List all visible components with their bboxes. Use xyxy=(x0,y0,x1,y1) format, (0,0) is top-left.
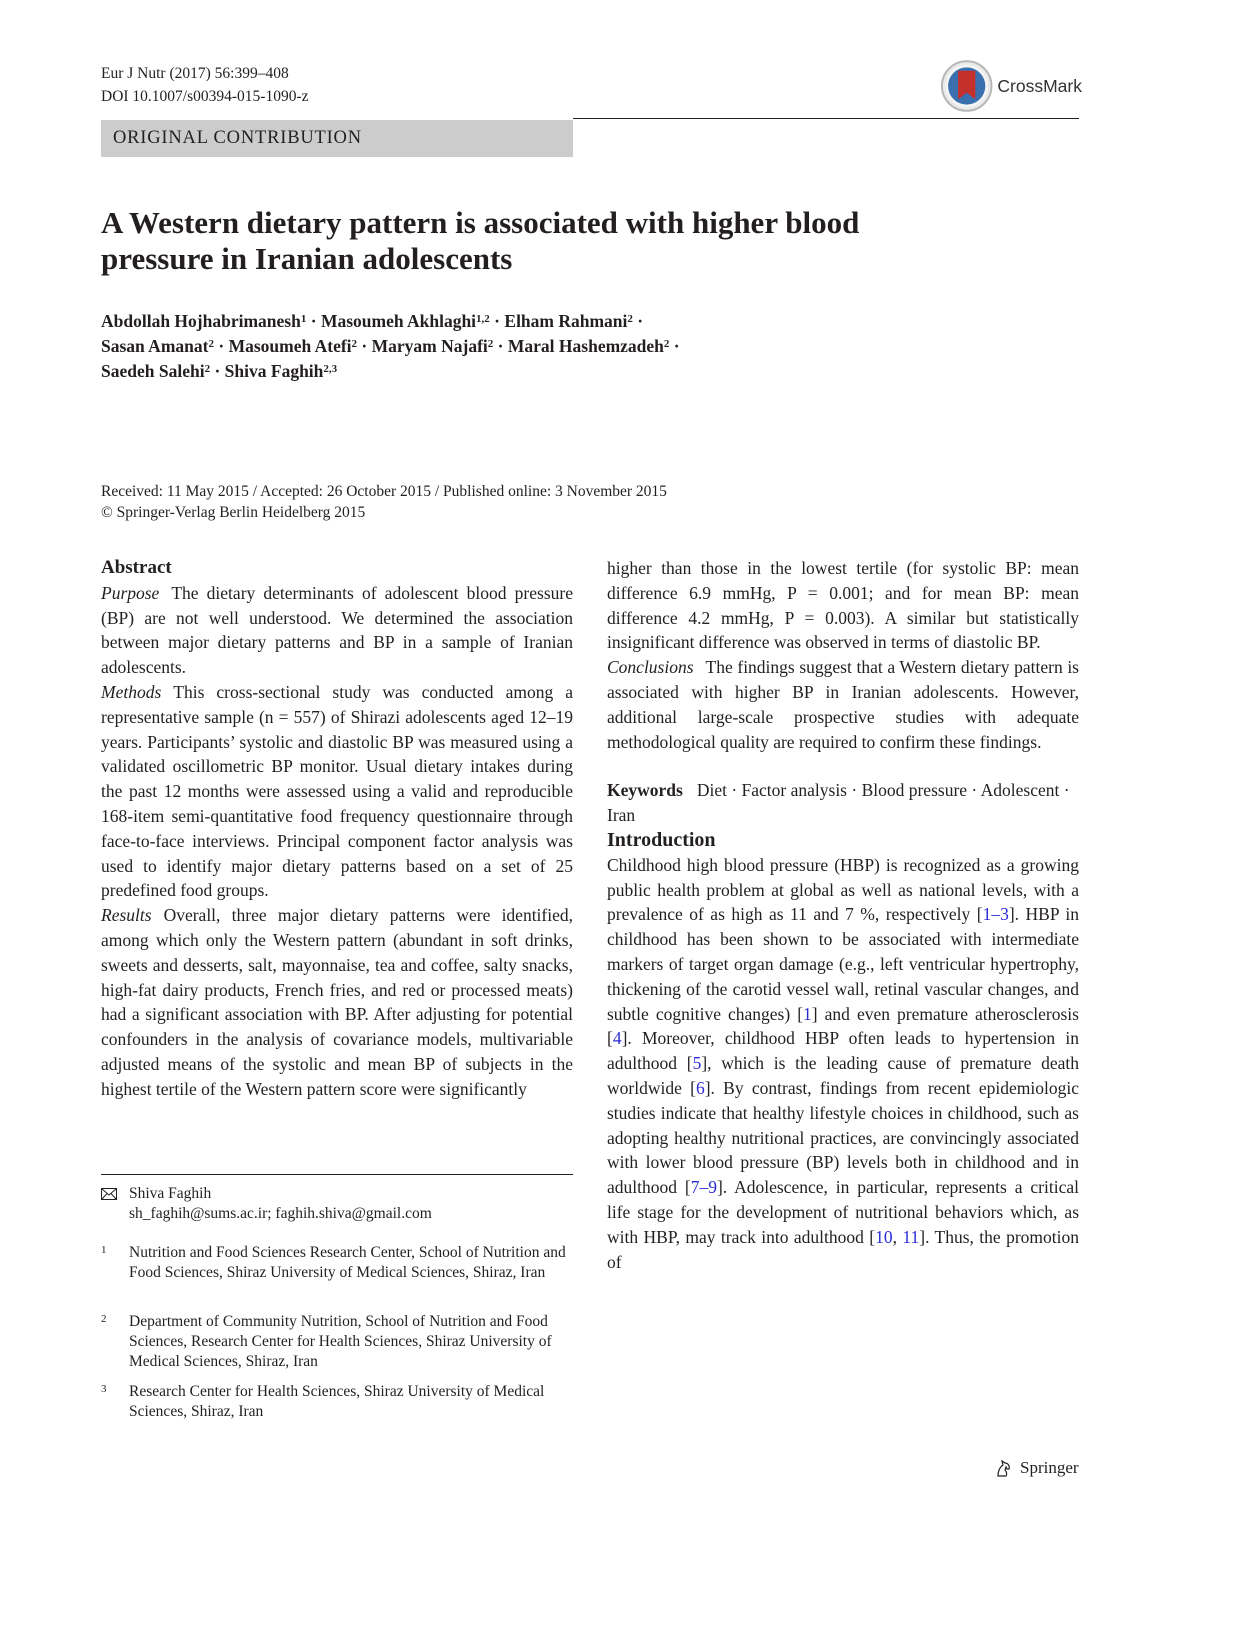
journal-citation: Eur J Nutr (2017) 56:399–408 xyxy=(101,65,289,82)
publisher-logo xyxy=(994,1458,1079,1478)
introduction-heading: Introduction xyxy=(607,828,716,851)
results-continued: higher than those in the lowest tertile (for systolic BP: mean difference 6.9 mmHg, P = 0.001; and for mean BP: mean difference 4.2 mmHg, P = 0.003). A similar but statistically insignificant difference was observed in terms of diastolic BP. xyxy=(607,558,1079,653)
reference-link[interactable]: 1–3 xyxy=(982,904,1009,925)
affiliation-number: 1 xyxy=(101,1244,107,1256)
abstract-conclusions xyxy=(607,655,1079,754)
affiliation-text: Nutrition and Food Sciences Research Center, School of Nutrition and Food Sciences, Shiraz University of Medical Sciences, Shiraz, Iran xyxy=(129,1244,566,1281)
intro-text: ]. By contrast, findings from recent epidemiologic studies indicate that healthy lifestyle choices in childhood, such as adopting healthy nutritional practices, are convincingly associated with lower blood pressure (BP) levels both in childhood and in adulthood [ xyxy=(607,1077,1079,1198)
purpose-text: The dietary determinants of adolescent blood pressure (BP) are not well understood. We determined the association between major dietary patterns and BP in a sample of Iranian adolescents. xyxy=(101,582,573,678)
methods-text: This cross-sectional study was conducted among a representative sample (n = 557) of Shirazi adolescents aged 12–19 years. Participants’ systolic and diastolic BP was measured using a validated oscillometric BP monitor. Usual dietary intakes during the past 12 months were assessed using a valid and reproducible 168-item semi-quantitative food frequency questionnaire through face-to-face interviews. Principal component factor analysis was used to identify major dietary patterns based on a set of 25 predefined food groups. xyxy=(101,681,573,901)
keywords-text: Diet · Factor analysis · Blood pressure · Adolescent · Iran xyxy=(607,780,1070,826)
introduction-body xyxy=(607,853,1079,1275)
publication-dates xyxy=(101,481,667,523)
crossmark-icon xyxy=(940,58,993,114)
affiliation-text: Department of Community Nutrition, School of Nutrition and Food Sciences, Research Center for Health Sciences, Shiraz University of Medical Sciences, Shiraz, Iran xyxy=(129,1313,552,1370)
envelope-icon xyxy=(101,1188,117,1200)
intro-text: ] and even premature atherosclerosis [ xyxy=(607,1003,1079,1049)
footnote-rule xyxy=(101,1174,573,1175)
author-name[interactable]: Saedeh Salehi xyxy=(101,361,205,381)
correspondence-name: Shiva Faghih xyxy=(129,1185,212,1202)
results-text: Overall, three major dietary patterns were identified, among which only the Western pattern (abundant in soft drinks, sweets and desserts, salt, mayonnaise, tea and coffee, salty snacks, high-fat dairy products, French fries, and red or processed meats) had a significant association with BP. After adjusting for potential confounders in the analysis of covariance models, multivariable adjusted means of the systolic and mean BP of subjects in the highest tertile of the Western pattern score were significantly xyxy=(101,905,573,1099)
author-name[interactable]: Elham Rahmani xyxy=(504,311,628,331)
reference-link[interactable]: 7–9 xyxy=(690,1177,717,1198)
reference-link[interactable]: 10 xyxy=(875,1226,893,1247)
keywords-label: Keywords xyxy=(607,780,683,801)
author-name[interactable]: Sasan Amanat xyxy=(101,336,209,356)
author-name[interactable]: Masoumeh Atefi xyxy=(228,336,352,356)
abstract-left-column xyxy=(101,556,573,1102)
intro-text: ], which is the leading cause of premature death worldwide [ xyxy=(607,1053,1079,1098)
abstract-methods xyxy=(101,680,573,903)
doi[interactable]: DOI 10.1007/s00394-015-1090-z xyxy=(101,88,309,105)
header-rule xyxy=(573,118,1079,119)
affiliation-text: Research Center for Health Sciences, Shiraz University of Medical Sciences, Shiraz, Iran xyxy=(129,1383,545,1420)
section-label: ORIGINAL CONTRIBUTION xyxy=(101,120,573,157)
intro-text: Childhood high blood pressure (HBP) is recognized as a growing public health problem at global as well as national levels, with a prevalence of as high as 11 and 7 %, respectively [ xyxy=(607,854,1079,925)
author-name[interactable]: Abdollah Hojhabrimanesh xyxy=(101,311,301,331)
author-affiliation: 2 xyxy=(351,338,358,350)
results-label: Results xyxy=(101,905,152,926)
reference-link[interactable]: 4 xyxy=(612,1028,622,1049)
article-title xyxy=(101,205,921,277)
keywords xyxy=(607,778,1079,828)
title-line-1: A Western dietary pattern is associated with higher blood xyxy=(101,205,860,240)
affiliation-number: 3 xyxy=(101,1383,107,1395)
conclusions-text: The findings suggest that a Western dietary pattern is associated with higher BP in Iranian adolescents. However, additional large-scale prospective studies with adequate methodological quality are required to confirm these findings. xyxy=(607,657,1079,752)
author-affiliation: 2 xyxy=(627,313,633,325)
affiliation-number: 2 xyxy=(101,1313,107,1325)
author-line-1: Abdollah Hojhabrimanesh$^1$ · Masoumeh Akhlaghi$^{1,2}$ · Elham Rahmani$^2$ · xyxy=(101,311,644,331)
purpose-label: Purpose xyxy=(101,582,160,603)
right-column xyxy=(607,556,1079,1274)
crossmark-label: CrossMark xyxy=(997,75,1082,96)
author-name[interactable]: Shiva Faghih xyxy=(224,361,324,381)
abstract-results xyxy=(101,903,573,1101)
author-list xyxy=(101,309,861,384)
author-line-2: Sasan Amanat$^2$ · Masoumeh Atefi$^2$ · Maryam Najafi$^2$ · Maral Hashemzadeh$^2$ · xyxy=(101,336,680,356)
reference-link[interactable]: 1 xyxy=(803,1003,812,1024)
abstract-heading: Abstract xyxy=(101,557,172,578)
author-affiliation: 1,2 xyxy=(476,313,490,325)
methods-label: Methods xyxy=(101,681,162,702)
copyright: © Springer-Verlag Berlin Heidelberg 2015 xyxy=(101,504,366,521)
title-line-2: pressure in Iranian adolescents xyxy=(101,241,513,276)
correspondence-email[interactable]: sh_faghih@sums.ac.ir; faghih.shiva@gmail.com xyxy=(129,1205,432,1222)
abstract-purpose xyxy=(101,581,573,680)
reference-link[interactable]: 6 xyxy=(695,1077,705,1098)
author-affiliation: 2 xyxy=(204,363,211,375)
history-dates: Received: 11 May 2015 / Accepted: 26 October 2015 / Published online: 3 November 2015 xyxy=(101,483,667,500)
author-name[interactable]: Maral Hashemzadeh xyxy=(507,336,664,356)
intro-text: ]. Adolescence, in particular, represents a critical life stage for the development of nutritional behaviors which, as with HBP, may track into adulthood [ xyxy=(607,1177,1079,1247)
author-name[interactable]: Masoumeh Akhlaghi xyxy=(320,311,477,331)
reference-link[interactable]: 11 xyxy=(902,1226,920,1247)
reference-link[interactable]: 5 xyxy=(692,1053,702,1074)
journal-header xyxy=(101,62,309,108)
intro-text: ]. Thus, the promotion of xyxy=(607,1226,1079,1272)
intro-text: , xyxy=(892,1226,903,1247)
intro-text: ]. Moreover, childhood HBP often leads to hypertension in adulthood [ xyxy=(607,1028,1079,1074)
author-affiliation: 1 xyxy=(300,313,307,325)
author-line-3: Saedeh Salehi$^2$ · Shiva Faghih$^{2,3}$ xyxy=(101,361,338,381)
author-affiliation: 2 xyxy=(487,338,494,350)
correspondence xyxy=(101,1184,573,1224)
conclusions-label: Conclusions xyxy=(607,657,694,678)
springer-horse-icon xyxy=(994,1458,1014,1478)
author-affiliation: 2 xyxy=(208,338,214,350)
intro-text: ]. HBP in childhood has been shown to be associated with intermediate markers of target organ damage (e.g., left ventricular hypertrophy, thickening of the carotid vessel wall, retinal vascular changes, and subtle cognitive changes) [ xyxy=(607,904,1079,1024)
affiliation-2 xyxy=(101,1312,573,1372)
affiliation-3 xyxy=(101,1382,573,1422)
publisher-label: Springer xyxy=(1020,1458,1079,1477)
author-affiliation: 2,3 xyxy=(323,363,338,375)
author-name[interactable]: Maryam Najafi xyxy=(371,336,488,356)
author-affiliation: 2 xyxy=(663,338,670,350)
affiliation-1 xyxy=(101,1243,573,1283)
crossmark-badge[interactable] xyxy=(940,58,1082,114)
